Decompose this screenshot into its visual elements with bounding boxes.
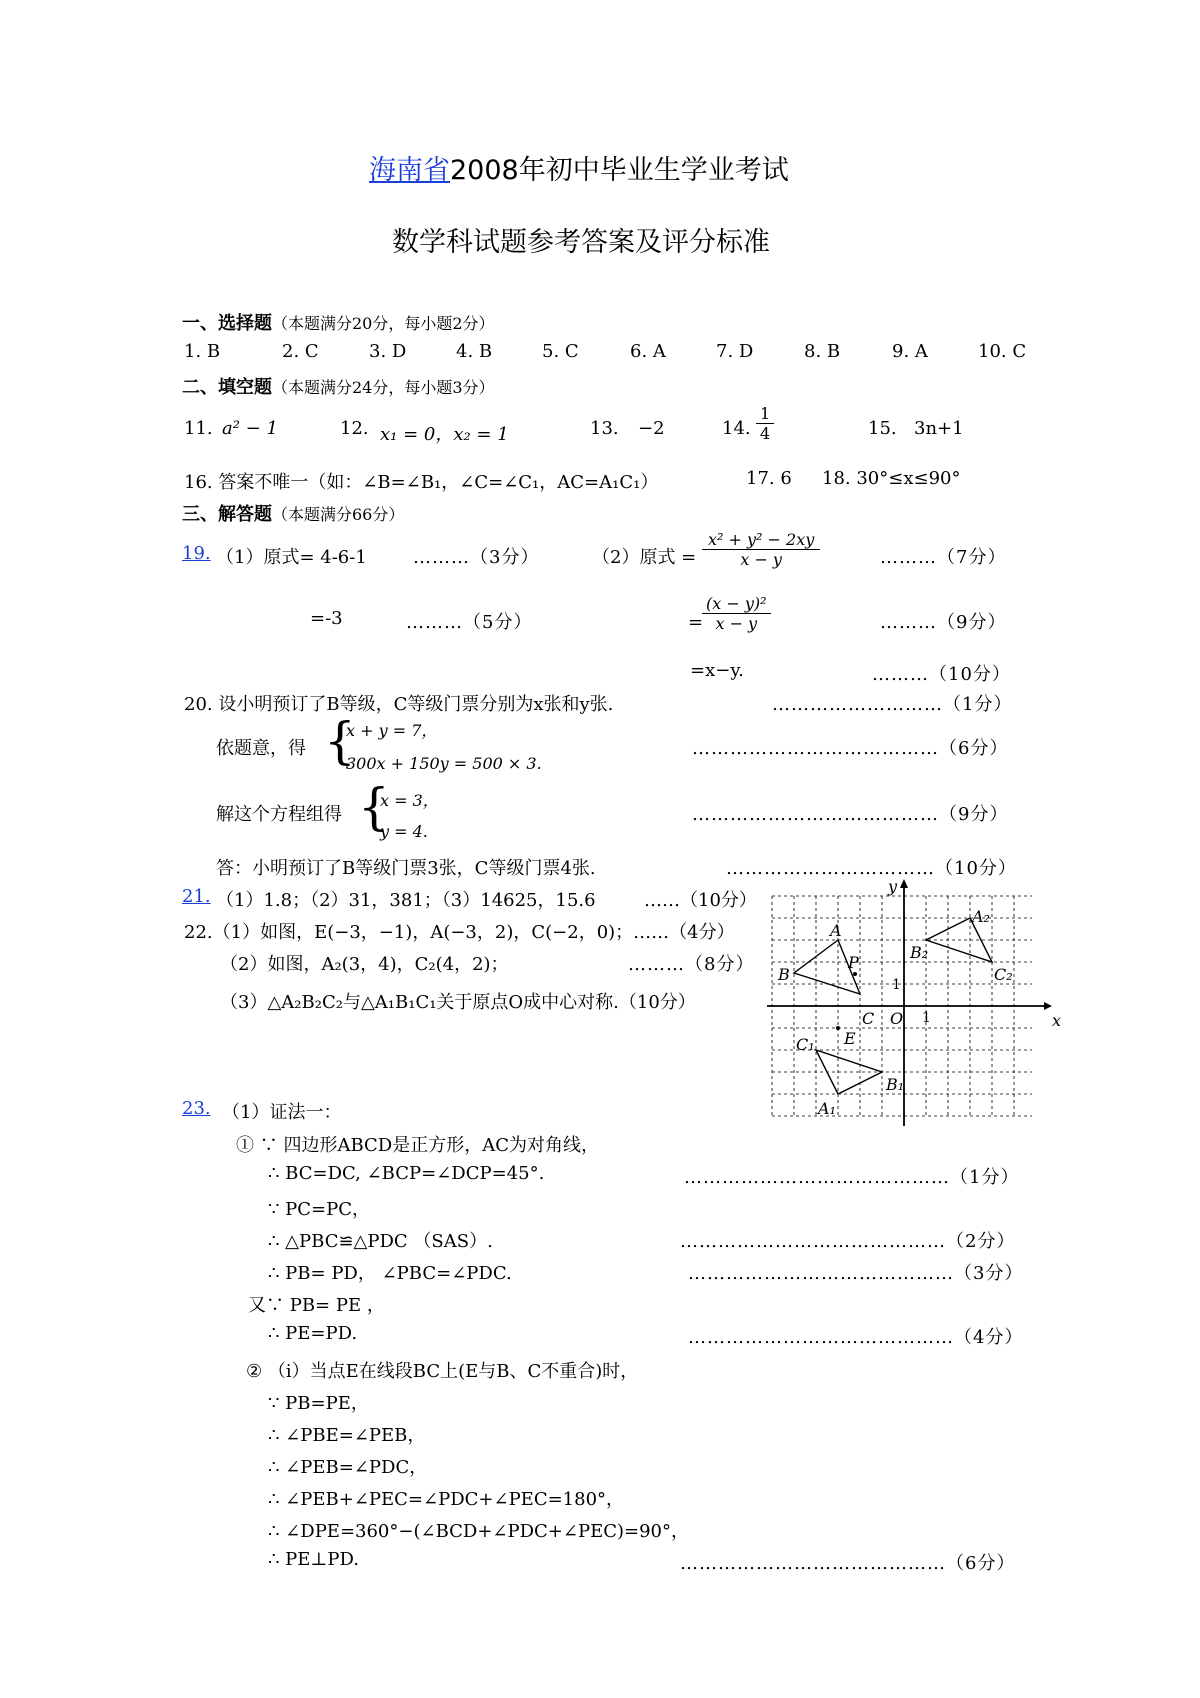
mc-answer: 10. C — [978, 341, 1027, 362]
q15-number: 15. — [868, 418, 897, 439]
q11-number: 11. — [184, 418, 213, 439]
q19-part2b-fraction — [702, 594, 771, 633]
q13-number: 13. — [590, 418, 619, 439]
section3-heading: 三、解答题 — [182, 504, 272, 525]
q20-eq2: 300x + 150y = 500 × 3. — [346, 754, 542, 773]
label-B: B — [778, 965, 790, 984]
q23-line: ∴ ∠DPE=360°−(∠BCD+∠PDC+∠PEC)=90°， — [268, 1521, 690, 1542]
section2-heading: 二、填空题 — [182, 377, 272, 398]
q23-line: ∴ PE=PD. — [268, 1323, 358, 1344]
q23-line: ∴ ∠PBE=∠PEB， — [268, 1425, 426, 1446]
q23-line: ② （i）当点E在线段BC上(E与B、C不重合)时， — [246, 1361, 639, 1382]
q15-answer: 3n+1 — [914, 418, 964, 439]
q23-line-score: ……………………………………（2分） — [680, 1231, 1016, 1252]
q23-intro: （1）证法一： — [222, 1102, 342, 1123]
q23-line-score: ……………………………………（4分） — [688, 1327, 1024, 1348]
q23-line-score: ……………………………………（3分） — [688, 1263, 1024, 1284]
q14-denominator: 4 — [756, 423, 774, 443]
title-link[interactable]: 海南省 — [369, 155, 450, 186]
section2-note: （本题满分24分，每小题3分） — [272, 378, 495, 397]
q20-label: 依题意，得 — [216, 738, 306, 759]
q14-numerator: 1 — [760, 404, 771, 423]
label-C2: C₂ — [994, 965, 1013, 984]
q19-part2-numerator: x² + y² − 2xy — [702, 530, 820, 550]
origin-label: O — [890, 1009, 904, 1028]
mc-answer: 4. B — [456, 341, 493, 362]
q20-eq1: x + y = 7， — [346, 721, 438, 740]
q23-line: ∴ △PBC≌△PDC （SAS）. — [268, 1231, 493, 1252]
coordinate-grid-figure — [762, 876, 1062, 1128]
q22-line1: 22.（1）如图，E(−3，−1)，A(−3，2)，C(−2，0)；……（4分） — [184, 922, 735, 943]
label-E: E — [844, 1029, 856, 1048]
q14-fraction — [756, 404, 774, 443]
q20-sol2: y = 4. — [380, 822, 428, 841]
q19-part2b-denominator: x − y — [715, 614, 758, 633]
q20-solve-label: 解这个方程组得 — [216, 804, 342, 825]
mc-answer: 2. C — [282, 341, 319, 362]
mc-answer: 8. B — [804, 341, 841, 362]
x-axis-arrow — [1044, 1002, 1052, 1010]
section2-heading-row — [182, 373, 495, 399]
q20-line1: 20. 设小明预订了B等级，C等级门票分别为x张和y张. — [184, 694, 614, 715]
section3-note: （本题满分66分） — [272, 505, 405, 524]
section1-heading: 一、选择题 — [182, 313, 272, 334]
tick-label-y-1: 1 — [892, 977, 901, 993]
q23-line: ∴ BC=DC, ∠BCP=∠DCP=45°. — [268, 1163, 545, 1184]
q23-line-score: ……………………………………（6分） — [680, 1553, 1016, 1574]
q19-part1b-score: ………（5分） — [406, 612, 533, 633]
q23-line: ∴ PE⊥PD. — [268, 1549, 359, 1570]
q19-part2b-numerator: (x − y)² — [702, 594, 771, 614]
label-B1: B₁ — [886, 1075, 905, 1094]
label-C1: C₁ — [796, 1035, 815, 1054]
q20-answer-score: ……………………………（10分） — [726, 858, 1017, 879]
label-P: P — [848, 953, 859, 972]
q23-link[interactable]: 23. — [182, 1098, 211, 1119]
q19-part1: （1）原式= 4-6-1 — [216, 547, 367, 568]
q23-line: ∵ PC=PC， — [268, 1199, 371, 1220]
q20-solve-brace: { — [358, 778, 390, 836]
q13-answer: −2 — [638, 418, 665, 439]
q23-line: ∴ PB= PD， ∠PBC=∠PDC. — [268, 1263, 512, 1284]
q12-answer: x₁ = 0，x₂ = 1 — [380, 424, 509, 445]
q23-line: ∴ ∠PEB=∠PDC， — [268, 1457, 428, 1478]
label-A1: A₁ — [818, 1099, 836, 1118]
q23-line-score: ……………………………………（1分） — [684, 1167, 1020, 1188]
section1-heading-row — [182, 309, 495, 335]
q16-answer: 16. 答案不唯一（如：∠B=∠B₁，∠C=∠C₁，AC=A₁C₁） — [184, 472, 659, 493]
q21-link[interactable]: 21. — [182, 886, 211, 907]
page-title — [369, 148, 789, 187]
q17-answer: 17. 6 — [746, 468, 792, 489]
q19-link[interactable]: 19. — [182, 543, 211, 564]
q23-line: ∴ ∠PEB+∠PEC=∠PDC+∠PEC=180°， — [268, 1489, 625, 1510]
q19-part1b: =-3 — [310, 608, 343, 629]
mc-answer: 7. D — [716, 341, 754, 362]
axis-x-label: x — [1052, 1011, 1062, 1030]
q23-line: ∵ PB=PE， — [268, 1393, 369, 1414]
q20-line2-score: …………………………………（6分） — [692, 738, 1009, 759]
q19-part2b-score: ………（9分） — [880, 612, 1007, 633]
title-rest: 2008年初中毕业生学业考试 — [450, 155, 789, 186]
q22-line2-score: ………（8分） — [628, 954, 755, 975]
point-E — [836, 1026, 840, 1030]
q19-part2-denominator: x − y — [740, 550, 782, 569]
section1-note: （本题满分20分，每小题2分） — [272, 314, 495, 333]
q22-line3: （3）△A₂B₂C₂与△A₁B₁C₁关于原点O成中心对称.（10分） — [220, 992, 696, 1013]
q19-part2: （2）原式 = — [592, 547, 697, 568]
mc-answer: 5. C — [542, 341, 579, 362]
q21-text: （1）1.8；（2）31，381；（3）14625，15.6 — [216, 890, 596, 911]
q21-score: ……（10分） — [644, 890, 757, 911]
triangle-A1B1C1 — [816, 1050, 882, 1094]
q19-part2-score: ………（7分） — [880, 547, 1007, 568]
q22-line2: （2）如图，A₂(3，4)，C₂(4，2)； — [220, 954, 509, 975]
q11-answer: a² − 1 — [222, 418, 278, 439]
label-C: C — [862, 1009, 875, 1028]
q20-brace: { — [324, 712, 356, 770]
label-B2: B₂ — [910, 943, 929, 962]
mc-answer: 6. A — [630, 341, 666, 362]
q20-answer: 答：小明预订了B等级门票3张，C等级门票4张. — [216, 858, 596, 879]
tick-label-x-1: 1 — [922, 1010, 931, 1026]
page-subtitle: 数学科试题参考答案及评分标准 — [392, 227, 770, 258]
q20-line3-score: …………………………………（9分） — [692, 804, 1009, 825]
q19-part2c-score: ………（10分） — [872, 664, 1011, 685]
axis-y-label: y — [888, 877, 898, 896]
point-P — [853, 972, 857, 976]
section3-heading-row — [182, 500, 404, 526]
q19-part2b-eq: = — [688, 612, 704, 633]
label-A2: A₂ — [972, 907, 990, 926]
q19-part2c: =x−y. — [690, 660, 744, 681]
q23-line: ① ∵ 四边形ABCD是正方形，AC为对角线， — [236, 1135, 599, 1156]
q18-answer: 18. 30°≤x≤90° — [822, 468, 961, 489]
mc-answer: 9. A — [892, 341, 928, 362]
q19-part1-score: ………（3分） — [413, 547, 540, 568]
mc-answer: 1. B — [184, 341, 221, 362]
q23-line: 又∵ PB= PE ， — [248, 1295, 385, 1316]
label-A: A — [830, 921, 842, 940]
mc-answer: 3. D — [369, 341, 407, 362]
q20-line1-score: ………………………（1分） — [772, 694, 1013, 715]
q12-number: 12. — [340, 418, 369, 439]
q14-number: 14. — [722, 418, 751, 439]
y-axis-arrow — [900, 879, 908, 888]
q19-part2-fraction — [702, 530, 820, 569]
q20-sol1: x = 3， — [380, 791, 439, 810]
